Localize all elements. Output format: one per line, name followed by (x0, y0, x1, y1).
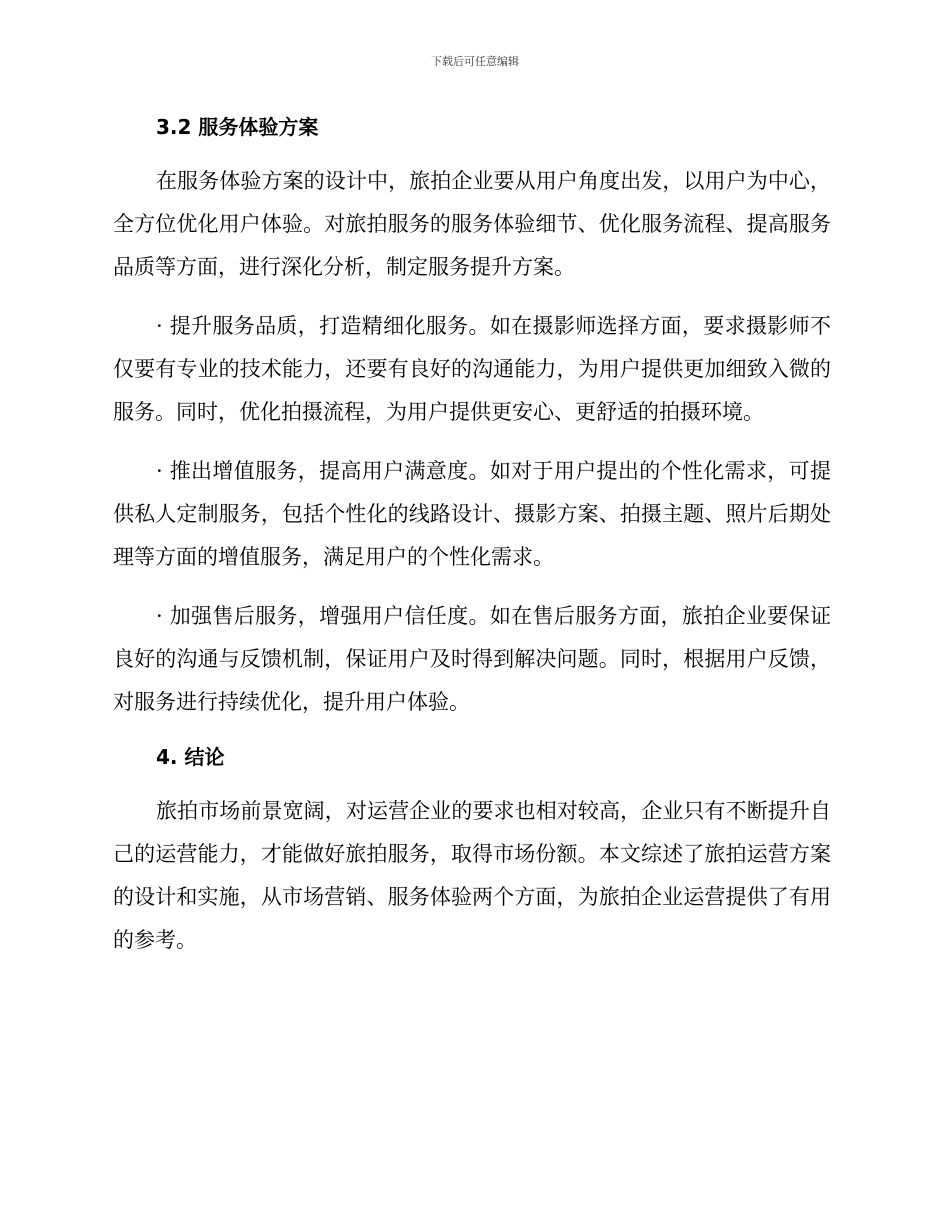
spacer (113, 579, 831, 595)
spacer (113, 776, 831, 790)
spacer (113, 289, 831, 305)
paragraph-service-intro: 在服务体验方案的设计中，旅拍企业要从用户角度出发，以用户为中心，全方位优化用户体验。对旅拍服务的服务体验细节、优化服务流程、提高服务品质等方面，进行深化分析，制定服务提升方案。 (113, 169, 831, 279)
bullet-service-quality: · 提升服务品质，打造精细化服务。如在摄影师选择方面，要求摄影师不仅要有专业的技术能力，还要有良好的沟通能力，为用户提供更加细致入微的服务。同时，优化拍摄流程，为用户提供更安心、更舒适的拍摄环境。 (113, 314, 831, 424)
paragraph-conclusion: 旅拍市场前景宽阔，对运营企业的要求也相对较高，企业只有不断提升自己的运营能力，才能做好旅拍服务，取得市场份额。本文综述了旅拍运营方案的设计和实施，从市场营销、服务体验两个方面，为旅拍企业运营提供了有用的参考。 (113, 799, 831, 952)
spacer (113, 146, 831, 160)
page-content (113, 108, 831, 962)
running-header: 下载后可任意编辑 (431, 55, 519, 68)
section-heading-conclusion: 4. 结论 (156, 745, 225, 769)
spacer (113, 434, 831, 450)
bullet-after-sales-service: · 加强售后服务，增强用户信任度。如在售后服务方面，旅拍企业要保证良好的沟通与反馈机制，保证用户及时得到解决问题。同时，根据用户反馈，对服务进行持续优化，提升用户体验。 (113, 604, 831, 714)
section-heading-3-2: 3.2 服务体验方案 (156, 115, 319, 139)
spacer (113, 724, 831, 738)
bullet-value-added-service: · 推出增值服务，提高用户满意度。如对于用户提出的个性化需求，可提供私人定制服务，包括个性化的线路设计、摄影方案、拍摄主题、照片后期处理等方面的增值服务，满足用户的个性化需求。 (113, 459, 831, 569)
